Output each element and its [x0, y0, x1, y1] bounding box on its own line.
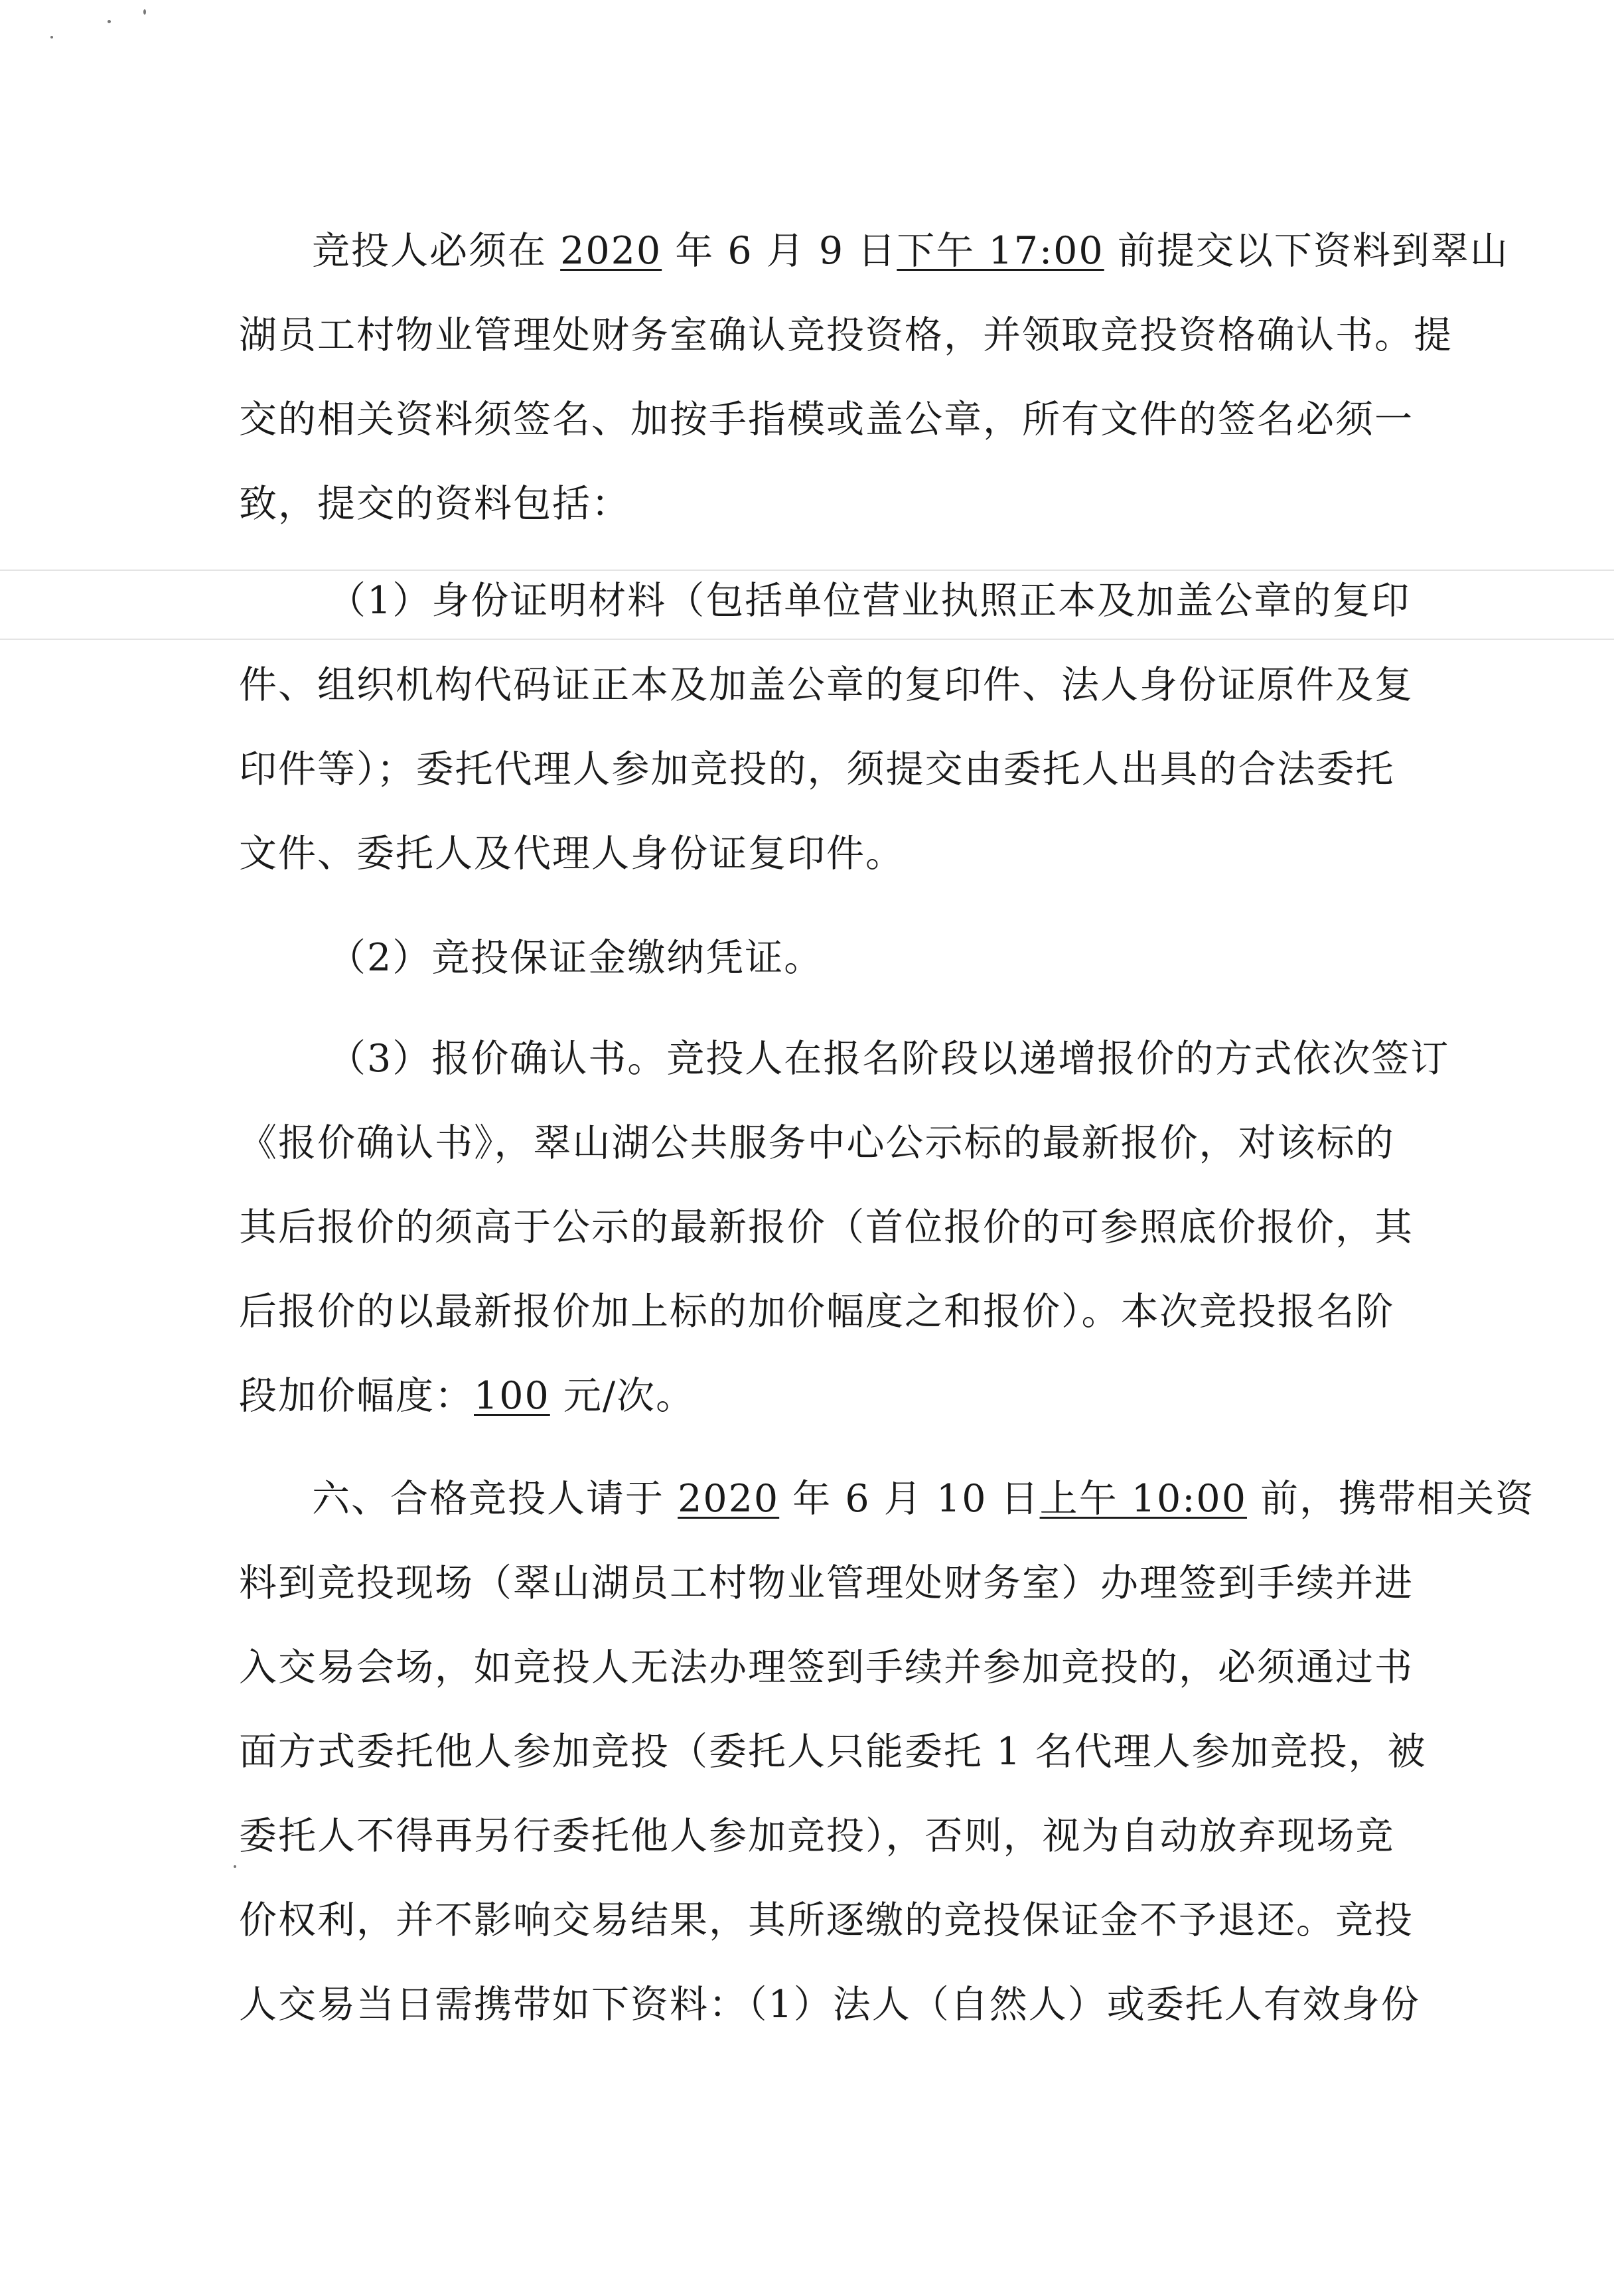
- text-line: [239, 1116, 1395, 1170]
- text-segment: 印件等）；委托代理人参加竞投的，须提交由委托人出具的合法委托: [239, 747, 1395, 791]
- text-line: [312, 1472, 1535, 1525]
- underlined-text: 下午 17:00: [897, 229, 1104, 273]
- underlined-text: 上午 10:00: [1039, 1477, 1247, 1521]
- text-segment: 文件、委托人及代理人身份证复印件。: [239, 832, 905, 876]
- scan-artifact-line: [0, 639, 1614, 640]
- text-line: [239, 309, 1453, 362]
- scan-artifact-line: [0, 570, 1614, 571]
- text-line: [239, 743, 1395, 796]
- text-line: [328, 574, 1469, 627]
- text-line: [239, 827, 1380, 880]
- text-segment: 六、合格竞投人请于: [312, 1477, 678, 1521]
- text-segment: 前提交以下资料到翠山: [1104, 229, 1509, 273]
- text-line: [239, 477, 1380, 530]
- text-segment: 面方式委托他人参加竞投（委托人只能委托 1 名代理人参加竞投，被: [239, 1730, 1427, 1774]
- underlined-text: 100: [474, 1374, 550, 1418]
- text-segment: 价权利，并不影响交易结果，其所逐缴的竞投保证金不予退还。竞投: [239, 1898, 1414, 1942]
- text-segment: 年 6 月 10 日: [779, 1477, 1040, 1521]
- scan-speck: [50, 36, 53, 38]
- text-segment: 湖员工村物业管理处财务室确认竞投资格，并领取竞投资格确认书。提: [239, 313, 1453, 357]
- text-line: [239, 1809, 1395, 1863]
- text-line: [239, 1557, 1414, 1610]
- text-segment: （2）竞投保证金缴纳凭证。: [328, 936, 824, 980]
- text-segment: 交的相关资料须签名、加按手指模或盖公章，所有文件的签名必须一: [239, 398, 1414, 441]
- text-line: [239, 1641, 1414, 1694]
- text-segment: 后报价的以最新报价加上标的加价幅度之和报价）。本次竞投报名阶: [239, 1290, 1395, 1334]
- text-segment: 其后报价的须高于公示的最新报价（首位报价的可参照底价报价，其: [239, 1205, 1414, 1249]
- scan-speck: [234, 1865, 236, 1868]
- text-segment: （1）身份证明材料（包括单位营业执照正本及加盖公章的复印: [328, 579, 1411, 623]
- text-segment: 段加价幅度：: [239, 1374, 474, 1418]
- text-segment: 件、组织机构代码证正本及加盖公章的复印件、法人身份证原件及复: [239, 663, 1414, 707]
- text-line: [239, 1725, 1427, 1778]
- text-segment: 致，提交的资料包括：: [239, 482, 630, 526]
- underlined-text: 2020: [678, 1477, 780, 1521]
- text-segment: 前，携带相关资: [1246, 1477, 1535, 1521]
- text-segment: 年 6 月 9 日: [662, 229, 897, 273]
- scan-speck: [143, 9, 146, 15]
- text-segment: 竞投人必须在: [312, 229, 561, 273]
- text-segment: 人交易当日需携带如下资料：（1）法人（自然人）或委托人有效身份: [239, 1983, 1420, 2027]
- text-segment: 元/次。: [550, 1374, 696, 1418]
- text-line: [239, 658, 1414, 712]
- text-segment: 《报价确认书》，翠山湖公共服务中心公示标的最新报价，对该标的: [239, 1121, 1395, 1165]
- text-line: [239, 1894, 1414, 1947]
- text-segment: 料到竞投现场（翠山湖员工村物业管理处财务室）办理签到手续并进: [239, 1561, 1414, 1605]
- text-line: [239, 1285, 1395, 1338]
- text-line: [328, 1032, 1469, 1085]
- underlined-text: 2020: [560, 229, 662, 273]
- text-segment: 委托人不得再另行委托他人参加竞投），否则，视为自动放弃现场竞: [239, 1814, 1395, 1858]
- text-line: [239, 1369, 1380, 1422]
- text-segment: （3）报价确认书。竞投人在报名阶段以递增报价的方式依次签订: [328, 1037, 1450, 1081]
- text-line: [328, 931, 1469, 984]
- text-line: [239, 1201, 1414, 1254]
- text-segment: 入交易会场，如竞投人无法办理签到手续并参加竞投的，必须通过书: [239, 1645, 1414, 1689]
- scan-speck: [108, 20, 111, 23]
- text-line: [312, 224, 1509, 277]
- text-line: [239, 393, 1414, 446]
- text-line: [239, 1978, 1420, 2031]
